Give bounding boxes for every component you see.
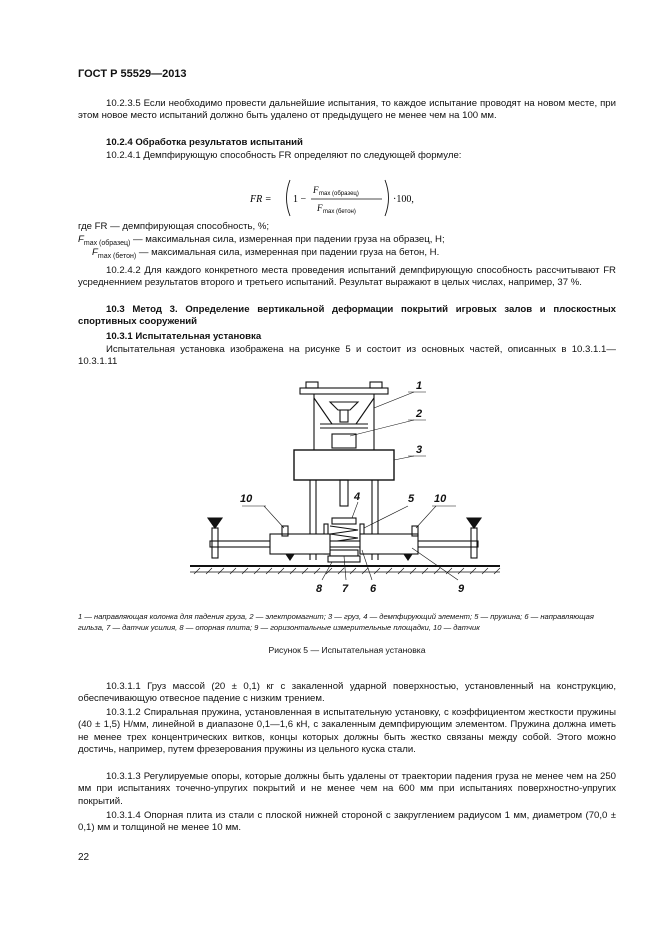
- figure-caption: 1 — направляющая колонка для падения груза, 2 — электромагнит; 3 — груз, 4 — демпфирующий элемент; 5 — пружина; 6 — направляющая гильза, 7 — датчик усилия, 8 — опорная плита; 9 — горизонтальные измерительные площадки, 10 — датчик: [78, 612, 594, 632]
- f-sample-sub: max (образец): [83, 239, 131, 247]
- label-7: 7: [342, 583, 349, 595]
- f-concrete-symbol: F: [92, 247, 98, 258]
- f-concrete-text: — максимальная сила, измеренная при падении груза на бетон, Н.: [136, 247, 440, 258]
- damping-element: [332, 518, 356, 524]
- heading-10-2-4: 10.2.4 Обработка результатов испытаний: [106, 137, 303, 148]
- f-sample-symbol: F: [78, 234, 84, 245]
- label-9: 9: [458, 583, 465, 595]
- formula-graphic: [250, 176, 450, 220]
- beam-block-left: [270, 534, 330, 554]
- label-8: 8: [316, 583, 323, 595]
- page-number: 22: [78, 852, 90, 863]
- document-header: ГОСТ Р 55529—2013: [78, 68, 187, 80]
- label-1: 1: [416, 380, 423, 392]
- label-2: 2: [416, 408, 423, 420]
- top-bolt-right: [370, 382, 382, 388]
- drop-rod: [340, 480, 348, 506]
- f-concrete-sub: max (бетон): [97, 252, 137, 260]
- label-10-left: 10: [240, 493, 253, 505]
- apparatus-drawing: [182, 378, 507, 600]
- label-3: 3: [416, 444, 423, 456]
- pad-right-icon: [404, 554, 412, 560]
- support-knob-right-icon: [467, 518, 481, 528]
- damping-formula: [250, 176, 450, 220]
- figure-title: Рисунок 5 — Испытательная установка: [268, 645, 426, 655]
- formula-num-f: F: [313, 185, 319, 195]
- right-paren-icon: [385, 180, 389, 216]
- left-paren-icon: [287, 180, 291, 216]
- paragraph-10-3-1-2: 10.3.1.2 Спиральная пружина, установленная в испытательную установку, с коэффициентом жесткости пружины (40 ± 1,5) Н/мм, линейной в диапазоне 0,1—1,6 кН, с закаленным демпфирующим элементом. Пружина должна иметь не менее трех концентрических витков, концы которых должны быть жестко связаны между собой. Этого можно достичь, например, путем фрезерования пружины из цельного куска стали.: [78, 707, 616, 756]
- formula-one-minus: 1 −: [293, 194, 307, 205]
- beam-block-right: [360, 534, 418, 554]
- electromagnet-stem: [340, 410, 348, 422]
- formula-den-f: F: [317, 203, 323, 213]
- where-f-concrete: [92, 247, 439, 263]
- f-sample-text: — максимальная сила, измеренная при падении груза на образец, Н;: [130, 234, 445, 245]
- figure-5-apparatus: [182, 378, 507, 600]
- formula-num-sub: max (образец): [319, 191, 359, 197]
- paragraph-10-3-1-4: 10.3.1.4 Опорная плита из стали с плоской нижней стороной с закруглением радиусом 1 мм, диаметром (70,0 ± 0,1) мм и толщиной не менее 10 мм.: [78, 810, 616, 834]
- label-6: 6: [370, 583, 377, 595]
- label-5: 5: [408, 493, 415, 505]
- horizontal-beam: [210, 541, 478, 547]
- paragraph-10-3-1-1: 10.3.1.1 Груз массой (20 ± 0,1) кг с закаленной ударной поверхностью, установленный на конструкцию, обеспечивающую отвесное падение с низким трением.: [78, 681, 616, 705]
- ground-hatch: [194, 568, 500, 574]
- electromagnet-icon: [330, 402, 358, 410]
- paragraph-10-2-4-2: 10.2.4.2 Для каждого конкретного места проведения испытаний демпфирующую способность рассчитывают FR усредненнием результатов второго и третьего испытаний. Результат выражают в целых числах, например, 37 %.: [78, 265, 616, 289]
- label-4: 4: [354, 491, 361, 503]
- drop-weight: [294, 450, 394, 480]
- paragraph-10-2-4-1: 10.2.4.1 Демпфирующую способность FR определяют по следующей формуле:: [106, 150, 462, 161]
- formula-times: ·100,: [393, 194, 414, 205]
- support-knob-left-icon: [208, 518, 222, 528]
- top-plate: [300, 388, 388, 394]
- top-bolt-left: [306, 382, 318, 388]
- paragraph-10-3-1: Испытательная установка изображена на рисунке 5 и состоит из основных частей, описанных в 10.3.1.1—10.3.1.11: [78, 344, 616, 368]
- formula-lhs: FR =: [250, 194, 272, 205]
- where-fr: где FR — демпфирующая способность, %;: [78, 221, 270, 232]
- heading-10-3-1: 10.3.1 Испытательная установка: [106, 331, 262, 342]
- paragraph-10-3-1-3: 10.3.1.3 Регулируемые опоры, которые должны быть удалены от траектории падения груза не менее чем на 250 мм при испытаниях точечно-упругих покрытий и не менее чем на 600 мм при испытаниях поверхностно-упругих покрытий.: [78, 771, 616, 807]
- label-10-right: 10: [434, 493, 447, 505]
- paragraph-10-2-3-5: 10.2.3.5 Если необходимо провести дальнейшие испытания, то каждое испытание проводят на новом месте, при этом новое место испытаний должно быть удалено от предыдущего не менее чем на 100 мм.: [78, 98, 616, 122]
- magnet-block: [332, 434, 356, 448]
- pad-left-icon: [286, 554, 294, 560]
- formula-den-sub: max (бетон): [323, 209, 356, 215]
- heading-10-3: 10.3 Метод 3. Определение вертикальной деформации покрытий игровых залов и плоскостных спортивных сооружений: [78, 304, 616, 328]
- force-sensor: [330, 550, 358, 556]
